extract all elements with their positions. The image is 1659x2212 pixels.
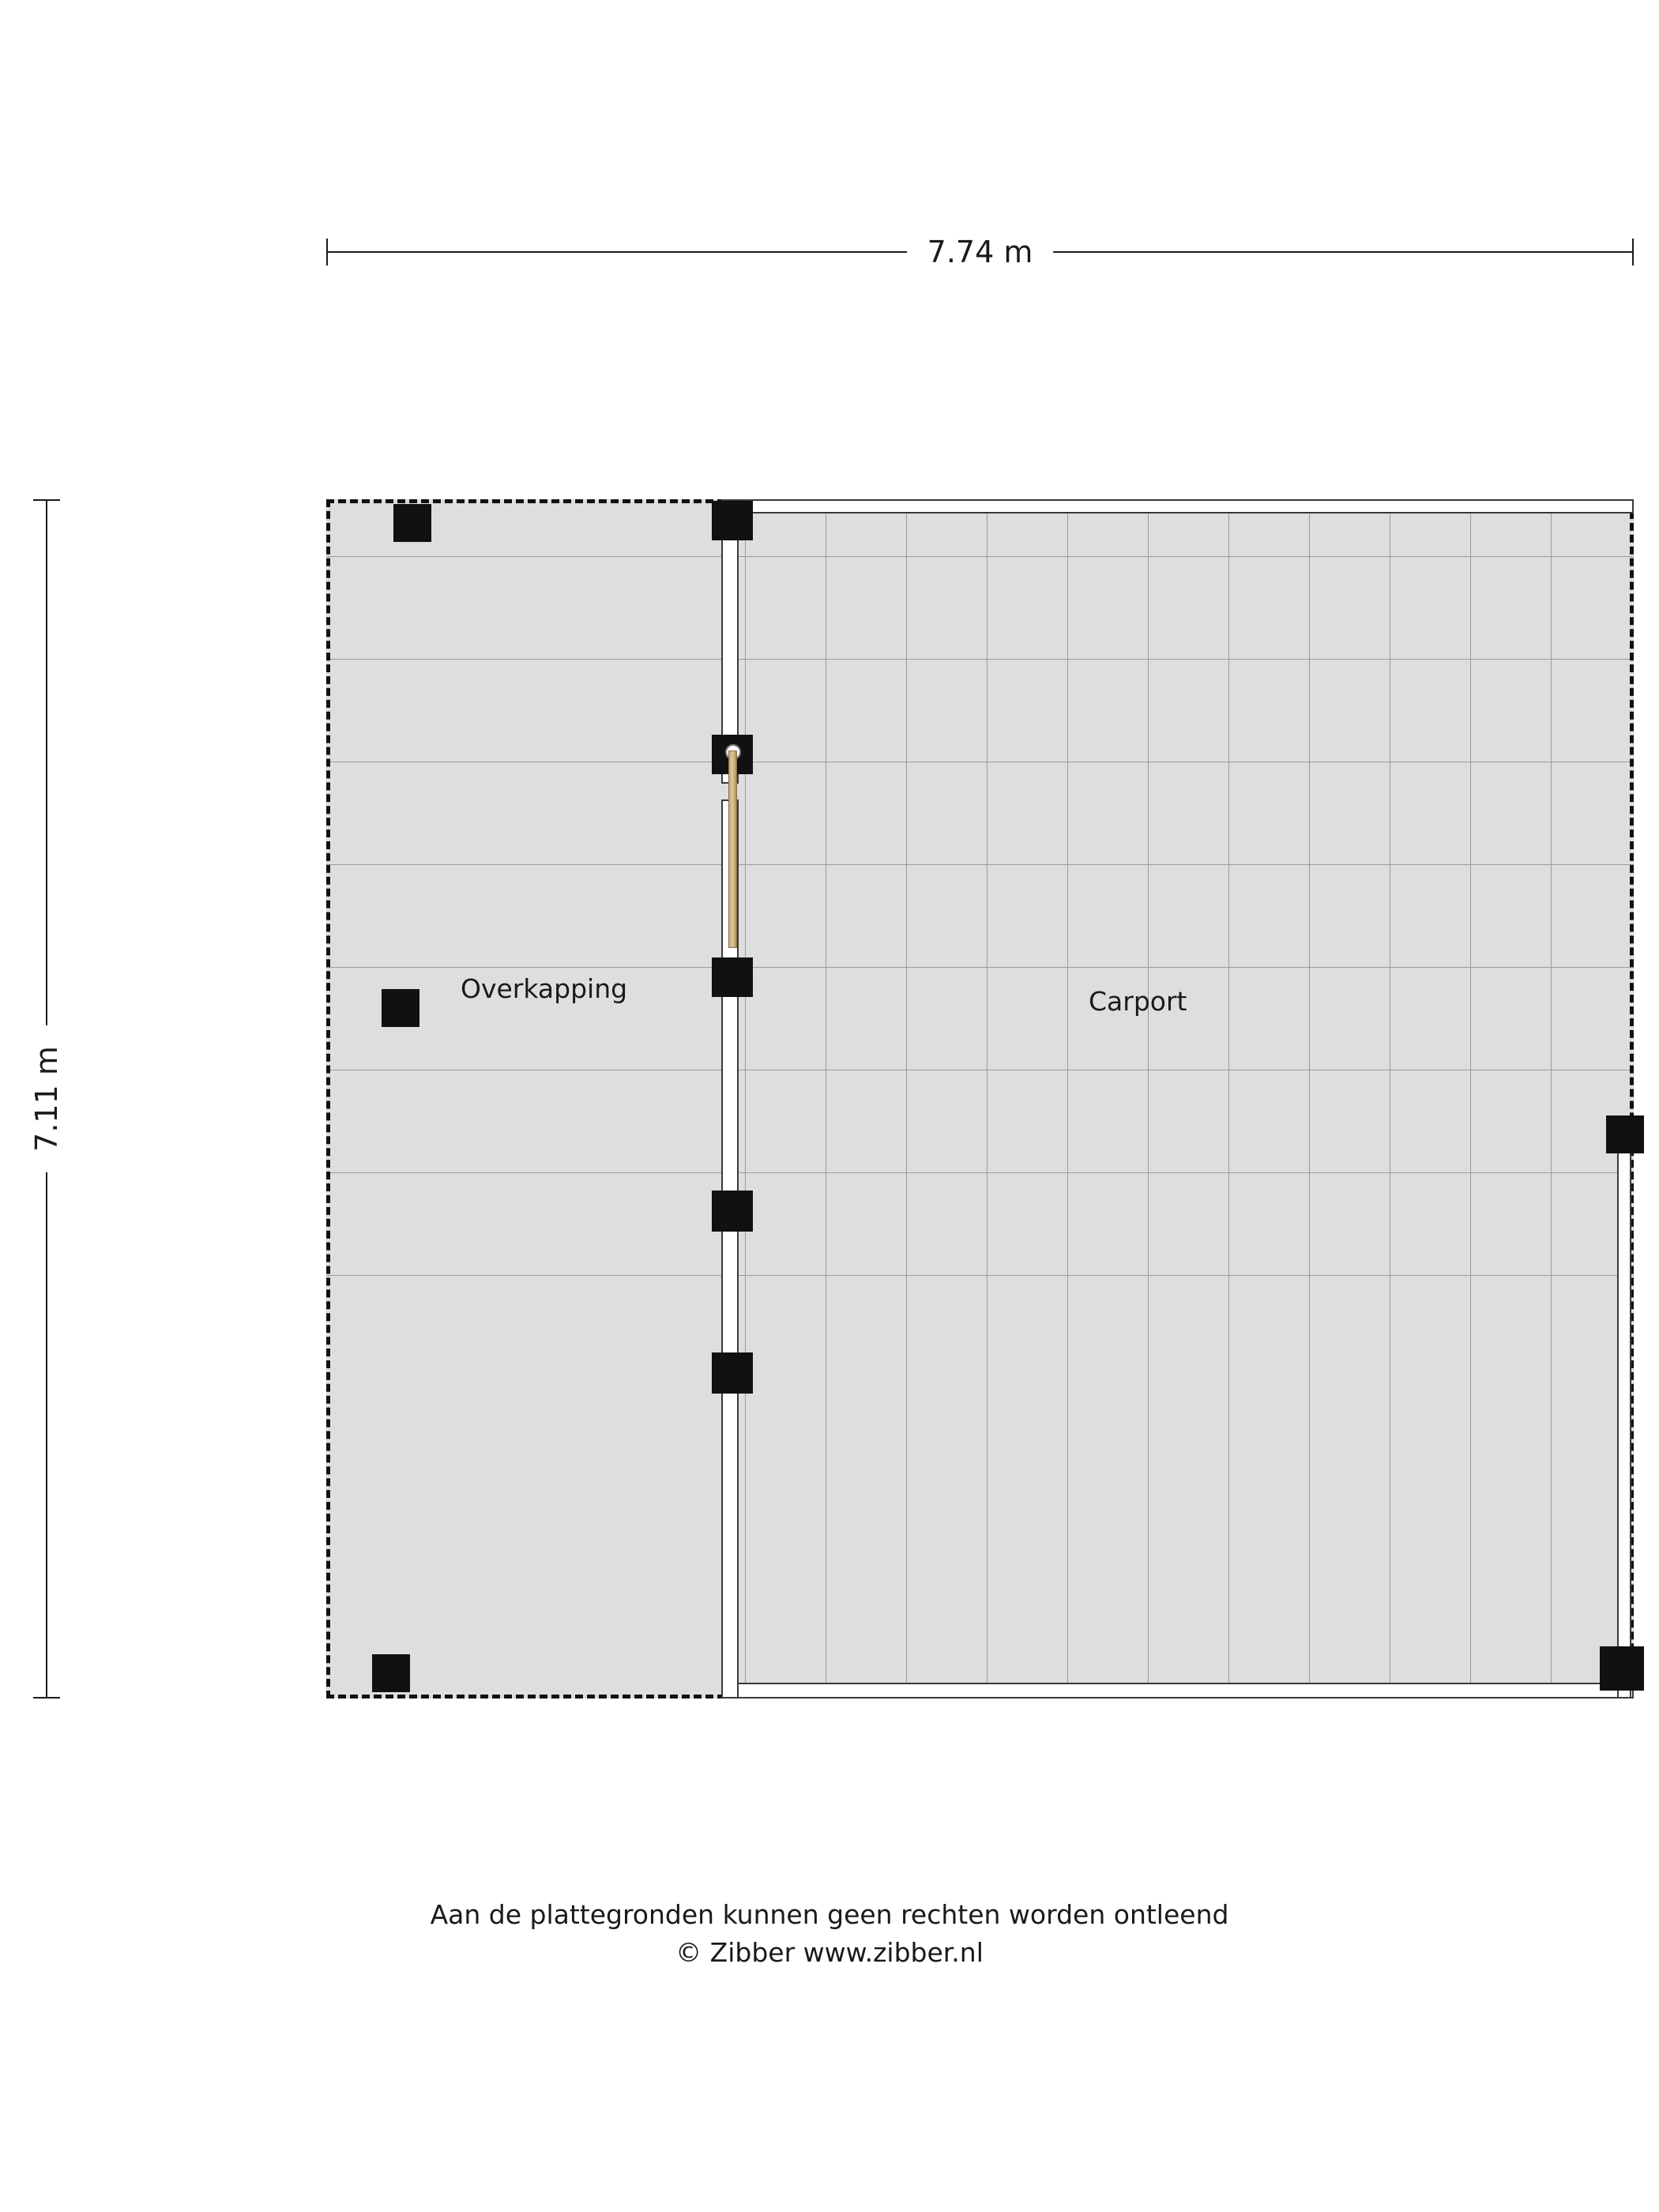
dimension-depth-end-top — [33, 499, 60, 501]
post — [1606, 1115, 1644, 1153]
grid-line-vertical — [1551, 514, 1552, 1698]
grid-line-horizontal — [326, 556, 1634, 557]
post — [712, 1191, 753, 1232]
open-edge-bottom-left — [326, 1695, 737, 1698]
open-edge-left — [326, 499, 330, 1698]
dimension-width-label: 7.74 m — [907, 229, 1054, 275]
room-label-overkapping: Overkapping — [461, 973, 628, 1004]
beam-right — [1617, 1123, 1631, 1698]
grid-line-horizontal — [326, 1172, 1634, 1173]
grid-line-vertical — [1228, 514, 1229, 1698]
beam-top — [721, 499, 1634, 514]
post — [393, 504, 431, 542]
dimension-depth-label: 7.11 m — [24, 1025, 70, 1172]
dimension-width — [326, 229, 1634, 276]
grid-line-vertical — [906, 514, 907, 1698]
door-leaf — [728, 750, 737, 948]
grid-line-horizontal — [326, 1275, 1634, 1276]
dimension-depth-end-bottom — [33, 1697, 60, 1698]
grid-line-horizontal — [326, 864, 1634, 865]
dimension-depth — [24, 499, 79, 1698]
dimension-width-end-left — [326, 239, 328, 265]
post — [372, 1654, 410, 1692]
dimension-width-end-right — [1632, 239, 1634, 265]
post — [382, 989, 419, 1027]
grid-line-vertical — [1067, 514, 1068, 1698]
grid-line-vertical — [745, 514, 746, 1698]
footer — [0, 1896, 1659, 1972]
footer-disclaimer: Aan de plattegronden kunnen geen rechten worden ontleend — [430, 1899, 1229, 1930]
footer-copyright: © Zibber www.zibber.nl — [675, 1937, 984, 1968]
floor-slab — [326, 499, 1634, 1698]
beam-bottom — [721, 1683, 1634, 1698]
grid-line-horizontal — [326, 967, 1634, 968]
post — [712, 1352, 753, 1394]
grid-line-vertical — [1309, 514, 1310, 1698]
post — [712, 957, 753, 997]
post — [1600, 1646, 1644, 1691]
grid-line-vertical — [1148, 514, 1149, 1698]
grid-line-vertical — [987, 514, 988, 1698]
grid-line-vertical — [1470, 514, 1471, 1698]
floorplan — [326, 499, 1634, 1698]
open-edge-top-left — [326, 499, 737, 503]
post — [712, 501, 753, 540]
room-label-carport: Carport — [1089, 986, 1187, 1017]
grid-line-horizontal — [326, 659, 1634, 660]
